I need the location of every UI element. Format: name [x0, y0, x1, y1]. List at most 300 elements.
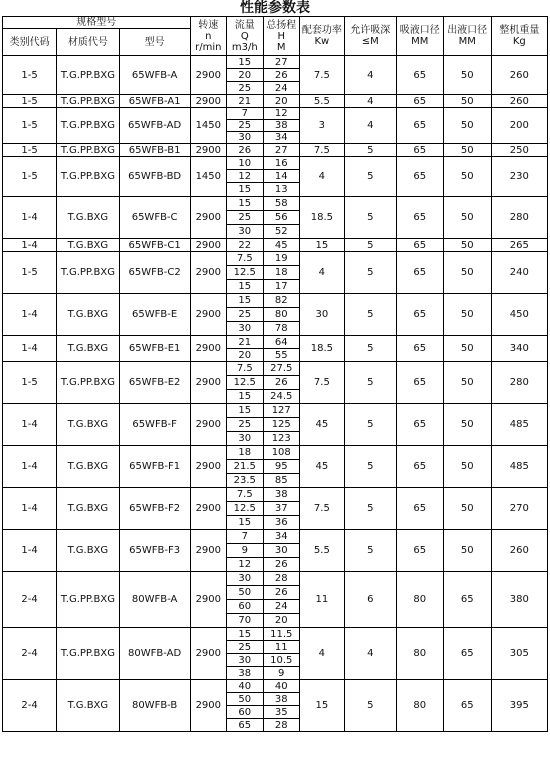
power-header-line: Kw [314, 36, 330, 47]
material-cell: T.G.BXG [57, 446, 120, 488]
model-cell: 65WFB-E2 [119, 362, 190, 404]
power-cell: 7.5 [299, 362, 344, 404]
material-cell: T.G.PP.BXG [57, 572, 120, 628]
head-header [263, 17, 299, 56]
head-cell: 58 [263, 197, 299, 211]
model-cell: 65WFB-AD [119, 108, 190, 144]
power-cell: 7.5 [299, 56, 344, 95]
suction-cell: 5 [344, 404, 396, 446]
head-cell: 11 [263, 641, 299, 654]
inlet-cell: 65 [396, 404, 443, 446]
outlet-cell: 50 [443, 197, 491, 239]
flow-cell: 23.5 [227, 474, 263, 488]
model-cell: 65WFB-B1 [119, 144, 190, 157]
outlet-cell: 65 [443, 680, 491, 732]
table-row [3, 488, 548, 502]
model-cell: 80WFB-AD [119, 628, 190, 680]
flow-cell: 30 [227, 572, 263, 586]
head-cell: 9 [263, 667, 299, 680]
table-row [3, 252, 548, 266]
material-cell: T.G.PP.BXG [57, 144, 120, 157]
power-cell: 4 [299, 157, 344, 197]
category-header: 类别代码 [3, 29, 57, 56]
weight-cell: 250 [491, 144, 547, 157]
head-cell: 12 [263, 108, 299, 120]
suction-cell: 4 [344, 628, 396, 680]
power-cell: 5.5 [299, 530, 344, 572]
material-cell: T.G.BXG [57, 239, 120, 252]
speed-cell: 2900 [190, 572, 226, 628]
speed-cell: 1450 [190, 108, 226, 144]
outlet-cell: 50 [443, 362, 491, 404]
flow-cell: 20 [227, 349, 263, 362]
speed-cell: 2900 [190, 239, 226, 252]
category-cell: 1-4 [3, 239, 57, 252]
speed-cell: 2900 [190, 628, 226, 680]
speed-header-line: 转速 [198, 19, 219, 31]
model-cell: 65WFB-E1 [119, 336, 190, 362]
weight-cell: 280 [491, 362, 547, 404]
weight-cell: 305 [491, 628, 547, 680]
flow-cell: 12 [227, 170, 263, 183]
flow-cell: 7.5 [227, 362, 263, 376]
weight-cell: 485 [491, 404, 547, 446]
flow-cell: 25 [227, 308, 263, 322]
power-cell: 3 [299, 108, 344, 144]
head-header-line: H [277, 30, 285, 42]
speed-cell: 2900 [190, 56, 226, 95]
head-cell: 26 [263, 558, 299, 572]
weight-cell: 280 [491, 197, 547, 239]
inlet-cell: 80 [396, 628, 443, 680]
power-cell: 18.5 [299, 336, 344, 362]
flow-cell: 10 [227, 157, 263, 170]
table-row [3, 108, 548, 120]
material-cell: T.G.BXG [57, 488, 120, 530]
suction-cell: 6 [344, 572, 396, 628]
weight-cell: 240 [491, 252, 547, 294]
weight-header [491, 17, 547, 56]
head-cell: 55 [263, 349, 299, 362]
model-cell: 65WFB-A [119, 56, 190, 95]
flow-cell: 15 [227, 183, 263, 197]
flow-cell: 7.5 [227, 488, 263, 502]
outlet-cell: 50 [443, 108, 491, 144]
head-cell: 38 [263, 120, 299, 132]
head-cell: 108 [263, 446, 299, 460]
inlet-cell: 65 [396, 530, 443, 572]
head-cell: 64 [263, 336, 299, 349]
speed-cell: 2900 [190, 336, 226, 362]
flow-cell: 26 [227, 144, 263, 157]
flow-cell: 25 [227, 641, 263, 654]
weight-cell: 200 [491, 108, 547, 144]
outlet-header-line: MM [458, 36, 476, 47]
outlet-cell: 50 [443, 157, 491, 197]
power-cell: 4 [299, 252, 344, 294]
flow-cell: 15 [227, 390, 263, 404]
speed-cell: 2900 [190, 530, 226, 572]
inlet-cell: 65 [396, 446, 443, 488]
speed-header-line: r/min [195, 41, 222, 53]
flow-cell: 50 [227, 693, 263, 706]
inlet-cell: 65 [396, 108, 443, 144]
outlet-cell: 50 [443, 446, 491, 488]
outlet-cell: 50 [443, 530, 491, 572]
material-cell: T.G.BXG [57, 197, 120, 239]
power-header-line: 配套功率 [301, 25, 342, 36]
power-cell: 7.5 [299, 488, 344, 530]
table-row [3, 362, 548, 376]
flow-cell: 7 [227, 108, 263, 120]
material-cell: T.G.PP.BXG [57, 95, 120, 108]
model-cell: 65WFB-C1 [119, 239, 190, 252]
inlet-cell: 65 [396, 95, 443, 108]
material-cell: T.G.PP.BXG [57, 252, 120, 294]
head-cell: 13 [263, 183, 299, 197]
power-cell: 30 [299, 294, 344, 336]
category-cell: 1-5 [3, 95, 57, 108]
suction-cell: 5 [344, 239, 396, 252]
head-cell: 30 [263, 544, 299, 558]
flow-header-line: m3/h [231, 41, 258, 53]
outlet-cell: 50 [443, 239, 491, 252]
head-header-line: M [276, 41, 286, 53]
model-cell: 65WFB-C [119, 197, 190, 239]
head-cell: 19 [263, 252, 299, 266]
inlet-cell: 65 [396, 362, 443, 404]
power-cell: 18.5 [299, 197, 344, 239]
weight-cell: 230 [491, 157, 547, 197]
table-row [3, 157, 548, 170]
suction-cell: 5 [344, 680, 396, 732]
speed-cell: 2900 [190, 197, 226, 239]
inlet-cell: 65 [396, 197, 443, 239]
category-cell: 1-4 [3, 446, 57, 488]
power-cell: 15 [299, 239, 344, 252]
flow-cell: 20 [227, 69, 263, 82]
flow-cell: 12.5 [227, 266, 263, 280]
inlet-cell: 80 [396, 680, 443, 732]
category-cell: 1-5 [3, 108, 57, 144]
table-row [3, 239, 548, 252]
material-cell: T.G.BXG [57, 530, 120, 572]
head-cell: 28 [263, 572, 299, 586]
model-cell: 65WFB-A1 [119, 95, 190, 108]
flow-cell: 15 [227, 280, 263, 294]
weight-header-line: Kg [512, 36, 526, 47]
head-cell: 17 [263, 280, 299, 294]
head-cell: 20 [263, 95, 299, 108]
material-cell: T.G.BXG [57, 336, 120, 362]
speed-cell: 2900 [190, 95, 226, 108]
inlet-header [396, 17, 443, 56]
suction-cell: 5 [344, 446, 396, 488]
outlet-cell: 50 [443, 404, 491, 446]
speed-cell: 2900 [190, 680, 226, 732]
head-cell: 10.5 [263, 654, 299, 667]
category-cell: 1-5 [3, 144, 57, 157]
flow-cell: 21 [227, 95, 263, 108]
head-cell: 52 [263, 225, 299, 239]
material-cell: T.G.PP.BXG [57, 56, 120, 95]
category-cell: 1-5 [3, 56, 57, 95]
speed-cell: 2900 [190, 144, 226, 157]
outlet-cell: 50 [443, 252, 491, 294]
table-row [3, 680, 548, 693]
flow-cell: 22 [227, 239, 263, 252]
model-cell: 80WFB-A [119, 572, 190, 628]
flow-header [227, 17, 263, 56]
outlet-header [443, 17, 491, 56]
weight-cell: 265 [491, 239, 547, 252]
flow-cell: 12 [227, 558, 263, 572]
head-cell: 20 [263, 614, 299, 628]
model-cell: 65WFB-F [119, 404, 190, 446]
table-row [3, 336, 548, 349]
material-cell: T.G.BXG [57, 680, 120, 732]
flow-cell: 60 [227, 706, 263, 719]
head-cell: 123 [263, 432, 299, 446]
head-cell: 35 [263, 706, 299, 719]
material-header: 材质代号 [57, 29, 120, 56]
flow-cell: 12.5 [227, 376, 263, 390]
outlet-cell: 50 [443, 294, 491, 336]
table-row [3, 446, 548, 460]
inlet-cell: 65 [396, 336, 443, 362]
power-cell: 5.5 [299, 95, 344, 108]
table-row [3, 294, 548, 308]
model-cell: 65WFB-F2 [119, 488, 190, 530]
suction-header [344, 17, 396, 56]
inlet-cell: 65 [396, 488, 443, 530]
flow-cell: 25 [227, 82, 263, 95]
model-cell: 80WFB-B [119, 680, 190, 732]
power-header [299, 17, 344, 56]
page-title: 性能参数表 [240, 0, 310, 16]
flow-cell: 65 [227, 719, 263, 732]
flow-header-line: 流量 [234, 19, 255, 31]
outlet-header-line: 出液口径 [447, 25, 488, 36]
category-cell: 1-4 [3, 294, 57, 336]
head-cell: 28 [263, 719, 299, 732]
speed-cell: 2900 [190, 488, 226, 530]
suction-cell: 5 [344, 197, 396, 239]
head-cell: 56 [263, 211, 299, 225]
outlet-cell: 65 [443, 572, 491, 628]
flow-cell: 7 [227, 530, 263, 544]
flow-cell: 15 [227, 516, 263, 530]
head-cell: 27 [263, 56, 299, 69]
model-cell: 65WFB-F1 [119, 446, 190, 488]
performance-table-wrapper [2, 16, 548, 732]
inlet-cell: 65 [396, 144, 443, 157]
head-cell: 95 [263, 460, 299, 474]
weight-cell: 260 [491, 56, 547, 95]
head-cell: 127 [263, 404, 299, 418]
material-cell: T.G.BXG [57, 294, 120, 336]
inlet-cell: 65 [396, 252, 443, 294]
suction-cell: 4 [344, 95, 396, 108]
head-cell: 80 [263, 308, 299, 322]
spec-group-header: 规格型号 [3, 17, 191, 29]
inlet-cell: 65 [396, 157, 443, 197]
power-cell: 4 [299, 628, 344, 680]
table-row [3, 95, 548, 108]
head-cell: 38 [263, 693, 299, 706]
outlet-cell: 50 [443, 336, 491, 362]
head-cell: 37 [263, 502, 299, 516]
flow-cell: 25 [227, 418, 263, 432]
suction-cell: 5 [344, 362, 396, 404]
material-cell: T.G.PP.BXG [57, 157, 120, 197]
inlet-header-line: 吸液口径 [399, 25, 440, 36]
flow-cell: 15 [227, 628, 263, 641]
head-cell: 34 [263, 132, 299, 144]
speed-cell: 2900 [190, 252, 226, 294]
head-cell: 45 [263, 239, 299, 252]
header-row [3, 17, 548, 29]
inlet-cell: 65 [396, 56, 443, 95]
speed-header-line: n [205, 30, 212, 42]
head-cell: 78 [263, 322, 299, 336]
material-cell: T.G.BXG [57, 404, 120, 446]
suction-cell: 4 [344, 56, 396, 95]
weight-header-line: 整机重量 [499, 25, 540, 36]
flow-cell: 15 [227, 404, 263, 418]
outlet-cell: 50 [443, 95, 491, 108]
inlet-cell: 65 [396, 239, 443, 252]
model-cell: 65WFB-F3 [119, 530, 190, 572]
weight-cell: 380 [491, 572, 547, 628]
head-cell: 27 [263, 144, 299, 157]
flow-header-line: Q [240, 30, 249, 42]
power-cell: 7.5 [299, 144, 344, 157]
head-cell: 38 [263, 488, 299, 502]
category-cell: 2-4 [3, 628, 57, 680]
material-cell: T.G.PP.BXG [57, 108, 120, 144]
head-header-line: 总扬程 [266, 19, 297, 31]
head-cell: 27.5 [263, 362, 299, 376]
flow-cell: 9 [227, 544, 263, 558]
flow-cell: 21.5 [227, 460, 263, 474]
table-row [3, 530, 548, 544]
head-cell: 24 [263, 82, 299, 95]
suction-cell: 5 [344, 336, 396, 362]
head-cell: 26 [263, 69, 299, 82]
suction-cell: 5 [344, 252, 396, 294]
table-row [3, 628, 548, 641]
inlet-cell: 80 [396, 572, 443, 628]
head-cell: 24.5 [263, 390, 299, 404]
head-cell: 16 [263, 157, 299, 170]
category-cell: 1-4 [3, 488, 57, 530]
head-cell: 36 [263, 516, 299, 530]
speed-cell: 2900 [190, 362, 226, 404]
speed-cell: 2900 [190, 294, 226, 336]
inlet-cell: 65 [396, 294, 443, 336]
outlet-cell: 50 [443, 488, 491, 530]
head-cell: 82 [263, 294, 299, 308]
category-cell: 1-4 [3, 336, 57, 362]
speed-cell: 1450 [190, 157, 226, 197]
head-cell: 125 [263, 418, 299, 432]
head-cell: 24 [263, 600, 299, 614]
category-cell: 2-4 [3, 680, 57, 732]
outlet-cell: 65 [443, 628, 491, 680]
speed-cell: 2900 [190, 404, 226, 446]
table-row [3, 404, 548, 418]
weight-cell: 260 [491, 95, 547, 108]
flow-cell: 7.5 [227, 252, 263, 266]
flow-cell: 30 [227, 132, 263, 144]
suction-cell: 5 [344, 144, 396, 157]
suction-header-line: ≤M [361, 36, 379, 47]
head-cell: 40 [263, 680, 299, 693]
flow-cell: 15 [227, 294, 263, 308]
flow-cell: 15 [227, 197, 263, 211]
category-cell: 1-5 [3, 157, 57, 197]
flow-cell: 21 [227, 336, 263, 349]
weight-cell: 485 [491, 446, 547, 488]
head-cell: 14 [263, 170, 299, 183]
power-cell: 45 [299, 404, 344, 446]
flow-cell: 12.5 [227, 502, 263, 516]
material-cell: T.G.PP.BXG [57, 628, 120, 680]
category-cell: 2-4 [3, 572, 57, 628]
flow-cell: 40 [227, 680, 263, 693]
outlet-cell: 50 [443, 56, 491, 95]
model-cell: 65WFB-E [119, 294, 190, 336]
power-cell: 11 [299, 572, 344, 628]
speed-header [190, 17, 226, 56]
category-cell: 1-5 [3, 362, 57, 404]
suction-cell: 5 [344, 294, 396, 336]
category-cell: 1-4 [3, 404, 57, 446]
head-cell: 26 [263, 586, 299, 600]
power-cell: 45 [299, 446, 344, 488]
head-cell: 11.5 [263, 628, 299, 641]
head-cell: 26 [263, 376, 299, 390]
flow-cell: 38 [227, 667, 263, 680]
flow-cell: 30 [227, 322, 263, 336]
category-cell: 1-5 [3, 252, 57, 294]
model-cell: 65WFB-C2 [119, 252, 190, 294]
speed-cell: 2900 [190, 446, 226, 488]
suction-cell: 5 [344, 488, 396, 530]
outlet-cell: 50 [443, 144, 491, 157]
model-header: 型号 [119, 29, 190, 56]
category-cell: 1-4 [3, 197, 57, 239]
head-cell: 85 [263, 474, 299, 488]
category-cell: 1-4 [3, 530, 57, 572]
inlet-header-line: MM [411, 36, 429, 47]
head-cell: 18 [263, 266, 299, 280]
power-cell: 15 [299, 680, 344, 732]
material-cell: T.G.PP.BXG [57, 362, 120, 404]
flow-cell: 70 [227, 614, 263, 628]
weight-cell: 340 [491, 336, 547, 362]
flow-cell: 25 [227, 211, 263, 225]
suction-cell: 5 [344, 530, 396, 572]
weight-cell: 260 [491, 530, 547, 572]
table-row [3, 572, 548, 586]
head-cell: 34 [263, 530, 299, 544]
performance-table [2, 16, 548, 732]
weight-cell: 270 [491, 488, 547, 530]
model-cell: 65WFB-BD [119, 157, 190, 197]
weight-cell: 450 [491, 294, 547, 336]
